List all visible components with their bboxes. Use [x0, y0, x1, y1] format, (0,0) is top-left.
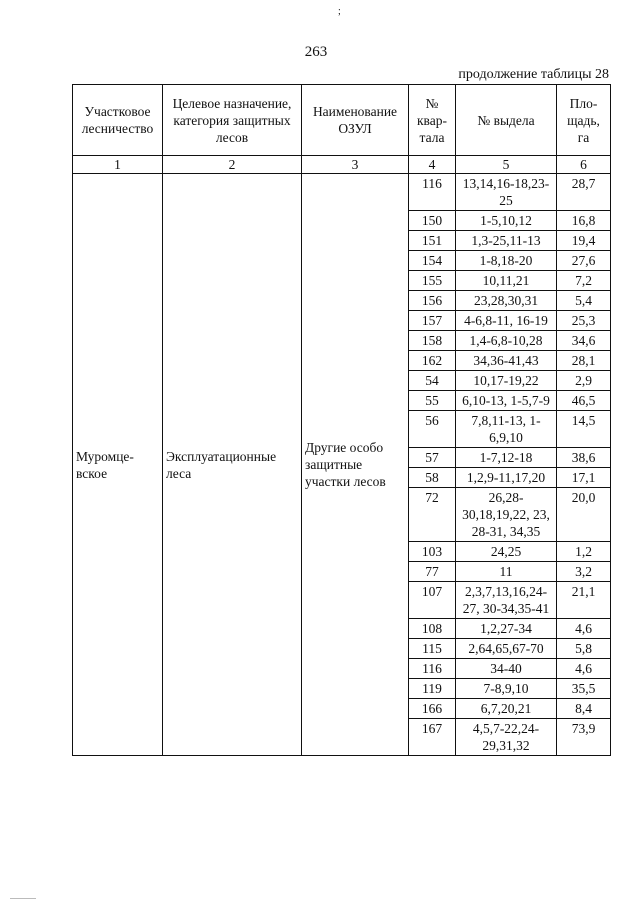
area-cell: 3,2	[557, 562, 611, 582]
kvartal-cell: 54	[409, 371, 456, 391]
vydel-cell: 34-40	[456, 659, 557, 679]
area-cell: 34,6	[557, 331, 611, 351]
vydel-cell: 1-7,12-18	[456, 448, 557, 468]
column-number: 6	[557, 156, 611, 174]
footer-rule	[10, 898, 36, 899]
column-number: 2	[163, 156, 302, 174]
area-cell: 73,9	[557, 719, 611, 756]
table-body	[73, 174, 611, 756]
area-cell: 27,6	[557, 251, 611, 271]
kvartal-cell: 58	[409, 468, 456, 488]
page-mark: ;	[338, 6, 341, 17]
table-caption: продолжение таблицы 28	[458, 67, 609, 82]
vydel-cell: 1,2,9-11,17,20	[456, 468, 557, 488]
area-cell: 25,3	[557, 311, 611, 331]
header-forestry: Участковое лесничество	[73, 85, 163, 156]
area-cell: 46,5	[557, 391, 611, 411]
area-cell: 14,5	[557, 411, 611, 448]
kvartal-cell: 55	[409, 391, 456, 411]
forest-table	[72, 84, 611, 756]
vydel-cell: 4,5,7-22,24-29,31,32	[456, 719, 557, 756]
area-cell: 17,1	[557, 468, 611, 488]
forestry-cell: Муромце-вское	[73, 174, 163, 756]
area-cell: 4,6	[557, 619, 611, 639]
vydel-cell: 24,25	[456, 542, 557, 562]
column-number: 3	[302, 156, 409, 174]
header-purpose: Целевое назначение, категория защитных лесов	[163, 85, 302, 156]
vydel-cell: 23,28,30,31	[456, 291, 557, 311]
vydel-cell: 4-6,8-11, 16-19	[456, 311, 557, 331]
column-number: 4	[409, 156, 456, 174]
vydel-cell: 1-5,10,12	[456, 211, 557, 231]
purpose-cell: Эксплуатационные леса	[163, 174, 302, 756]
kvartal-cell: 108	[409, 619, 456, 639]
vydel-cell: 26,28-30,18,19,22, 23, 28-31, 34,35	[456, 488, 557, 542]
area-cell: 16,8	[557, 211, 611, 231]
vydel-cell: 1,2,27-34	[456, 619, 557, 639]
header-area: Пло-щадь, га	[557, 85, 611, 156]
kvartal-cell: 150	[409, 211, 456, 231]
kvartal-cell: 116	[409, 174, 456, 211]
vydel-cell: 11	[456, 562, 557, 582]
vydel-cell: 1-8,18-20	[456, 251, 557, 271]
area-cell: 19,4	[557, 231, 611, 251]
column-number-row	[73, 156, 611, 174]
area-cell: 38,6	[557, 448, 611, 468]
area-cell: 4,6	[557, 659, 611, 679]
area-cell: 2,9	[557, 371, 611, 391]
vydel-cell: 2,3,7,13,16,24-27, 30-34,35-41	[456, 582, 557, 619]
area-cell: 5,8	[557, 639, 611, 659]
vydel-cell: 10,11,21	[456, 271, 557, 291]
vydel-cell: 34,36-41,43	[456, 351, 557, 371]
table-row	[73, 174, 611, 211]
vydel-cell: 1,3-25,11-13	[456, 231, 557, 251]
column-number: 1	[73, 156, 163, 174]
kvartal-cell: 56	[409, 411, 456, 448]
kvartal-cell: 155	[409, 271, 456, 291]
kvartal-cell: 119	[409, 679, 456, 699]
kvartal-cell: 116	[409, 659, 456, 679]
vydel-cell: 7-8,9,10	[456, 679, 557, 699]
area-cell: 28,1	[557, 351, 611, 371]
kvartal-cell: 115	[409, 639, 456, 659]
kvartal-cell: 151	[409, 231, 456, 251]
header-kvartal: № квар-тала	[409, 85, 456, 156]
vydel-cell: 6,10-13, 1-5,7-9	[456, 391, 557, 411]
area-cell: 20,0	[557, 488, 611, 542]
kvartal-cell: 166	[409, 699, 456, 719]
ozul-cell: Другие особо защитные участки лесов	[302, 174, 409, 756]
area-cell: 28,7	[557, 174, 611, 211]
kvartal-cell: 157	[409, 311, 456, 331]
kvartal-cell: 156	[409, 291, 456, 311]
area-cell: 21,1	[557, 582, 611, 619]
vydel-cell: 1,4-6,8-10,28	[456, 331, 557, 351]
kvartal-cell: 77	[409, 562, 456, 582]
kvartal-cell: 162	[409, 351, 456, 371]
kvartal-cell: 72	[409, 488, 456, 542]
kvartal-cell: 158	[409, 331, 456, 351]
kvartal-cell: 103	[409, 542, 456, 562]
column-number: 5	[456, 156, 557, 174]
vydel-cell: 2,64,65,67-70	[456, 639, 557, 659]
page-number: 263	[304, 44, 328, 60]
area-cell: 35,5	[557, 679, 611, 699]
kvartal-cell: 167	[409, 719, 456, 756]
kvartal-cell: 107	[409, 582, 456, 619]
kvartal-cell: 154	[409, 251, 456, 271]
vydel-cell: 6,7,20,21	[456, 699, 557, 719]
header-row	[73, 85, 611, 156]
area-cell: 1,2	[557, 542, 611, 562]
header-vydel: № выдела	[456, 85, 557, 156]
area-cell: 5,4	[557, 291, 611, 311]
vydel-cell: 10,17-19,22	[456, 371, 557, 391]
area-cell: 7,2	[557, 271, 611, 291]
area-cell: 8,4	[557, 699, 611, 719]
header-ozul: Наименование ОЗУЛ	[302, 85, 409, 156]
vydel-cell: 7,8,11-13, 1-6,9,10	[456, 411, 557, 448]
kvartal-cell: 57	[409, 448, 456, 468]
vydel-cell: 13,14,16-18,23-25	[456, 174, 557, 211]
